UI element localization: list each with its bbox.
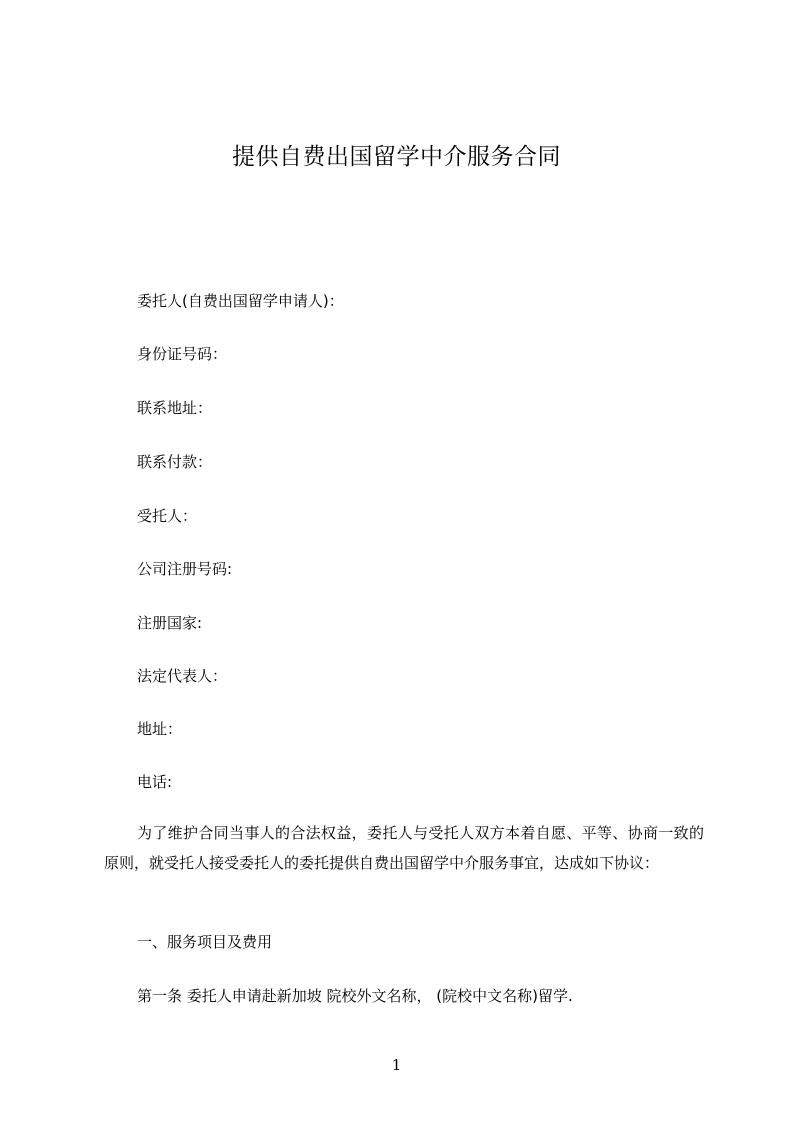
- section-heading: 一、服务项目及费用: [137, 933, 273, 951]
- field-company-registration-number: 公司注册号码:: [137, 560, 233, 578]
- field-address: 地址：: [137, 720, 183, 738]
- field-id-number: 身份证号码：: [137, 345, 228, 363]
- field-registration-country: 注册国家:: [137, 614, 203, 632]
- field-entrusting-party: 委托人(自费出国留学申请人)：: [137, 292, 344, 310]
- article-one: 第一条 委托人申请赴新加坡 院校外文名称， (院校中文名称)留学.: [137, 987, 573, 1005]
- document-title: 提供自费出国留学中介服务合同: [232, 144, 561, 170]
- page-number: 1: [391, 1056, 402, 1074]
- field-phone: 电话:: [137, 773, 173, 791]
- field-contact-payment: 联系付款：: [137, 453, 213, 471]
- field-trustee: 受托人：: [137, 507, 198, 525]
- intro-paragraph: 为了维护合同当事人的合法权益，委托人与受托人双方本着自愿、平等、协商一致的原则，就受托人接受委托人的委托提供自费出国留学中介服务事宜，达成如下协议：: [104, 824, 704, 872]
- field-contact-address: 联系地址：: [137, 399, 213, 417]
- field-legal-representative: 法定代表人：: [137, 667, 228, 685]
